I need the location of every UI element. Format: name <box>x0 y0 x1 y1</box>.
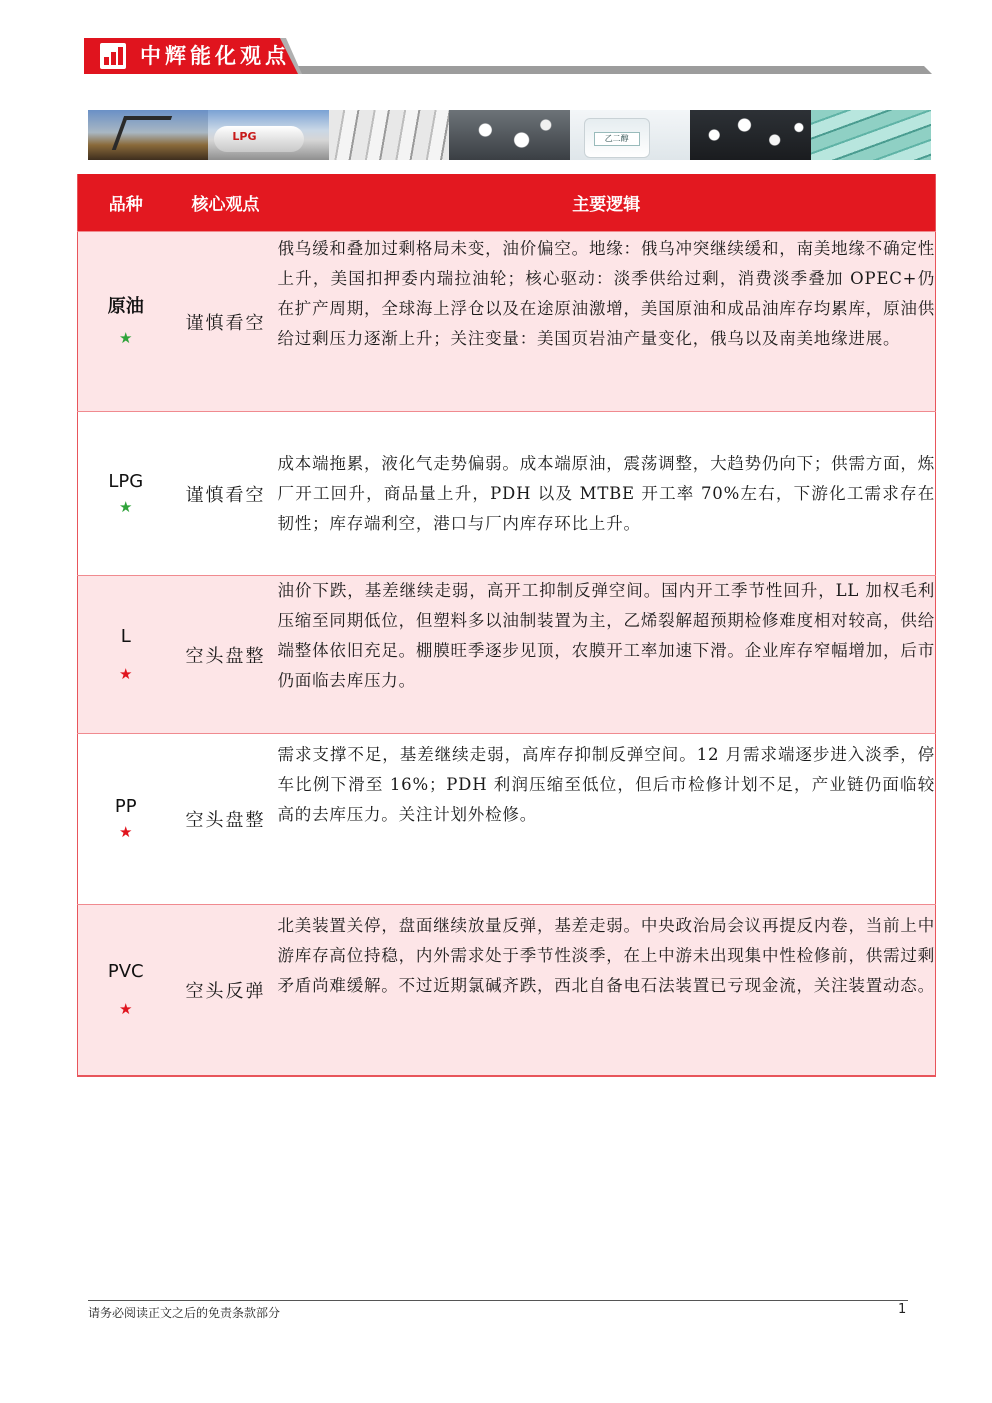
header-logic: 主要逻辑 <box>278 174 936 232</box>
star-icon: ★ <box>119 328 133 347</box>
product-cell <box>78 232 174 412</box>
pp-pellets-image <box>690 110 810 160</box>
ethylene-glycol-jar-image <box>570 110 690 160</box>
bar-chart-icon <box>100 43 126 69</box>
main-logic: 需求支撑不足，基差继续走弱，高库存抑制反弹空间。12 月需求端逐步进入淡季，停车比例下滑至 16%；PDH 利润压缩至低位，但后市检修计划不足，产业链仍面临较高的去库压力。关注计划外检修。 <box>278 734 936 905</box>
table-row <box>78 905 936 1076</box>
main-logic: 北美装置关停，盘面继续放量反弹，基差走弱。中央政治局会议再提反内卷，当前上中游库存高位持稳，内外需求处于季节性淡季，在上中游未出现集中性检修前，供需过剩矛盾尚难缓解。不过近期氯碱齐跌，西北自备电石法装置已亏现金流，关注装置动态。 <box>278 905 936 1076</box>
star-icon: ★ <box>119 999 133 1018</box>
main-logic: 成本端拖累，液化气走势偏弱。成本端原油，震荡调整，大趋势仍向下；供需方面，炼厂开工回升，商品量上升，PDH 以及 MTBE 开工率 70%左右，下游化工需求存在韧性；库存端利空，港口与厂内库存环比上升。 <box>278 412 936 576</box>
product-name: L <box>120 625 131 647</box>
image-strip <box>88 110 931 160</box>
table-row <box>78 412 936 576</box>
footer-disclaimer: 请务必阅读正文之后的免责条款部分 <box>88 1306 281 1320</box>
header-product: 品种 <box>78 174 174 232</box>
product-name: 原油 <box>107 295 144 317</box>
page-number: 1 <box>898 1302 907 1317</box>
header-rule <box>284 66 932 74</box>
table-row <box>78 734 936 905</box>
main-logic: 油价下跌，基差继续走弱，高开工抑制反弹空间。国内开工季节性回升，LL 加权毛利压缩至同期低位，但塑料多以油制装置为主，乙烯裂解超预期检修难度相对较高，供给端整体依旧充足。棚膜旺季逐步见顶，农膜开工率加速下滑。企业库存窄幅增加，后市仍面临去库压力。 <box>278 576 936 734</box>
product-name: PVC <box>107 960 144 982</box>
table-row <box>78 576 936 734</box>
star-icon: ★ <box>119 664 133 683</box>
pvc-pipes-image <box>329 110 449 160</box>
footer-rule <box>88 1300 908 1301</box>
main-logic: 俄乌缓和叠加过剩格局未变，油价偏空。地缘：俄乌冲突继续缓和，南美地缘不确定性上升，美国扣押委内瑞拉油轮；核心驱动：淡季供给过剩，消费淡季叠加 OPEC+仍在扩产周期，全球海上浮仓以及在途原油激增，美国原油和成品油库存均累库，原油供给过剩压力逐渐上升；关注变量：美国页岩油产量变化，俄乌以及南美地缘进展。 <box>278 232 936 412</box>
product-cell <box>78 412 174 576</box>
jar-label: 乙二醇 <box>594 132 640 146</box>
oil-pump-image <box>88 110 208 160</box>
glass-sheets-image <box>811 110 931 160</box>
lpg-tank-label: LPG <box>232 130 257 143</box>
lpg-tank-image <box>208 110 328 160</box>
star-icon: ★ <box>119 497 133 516</box>
product-name: LPG <box>108 470 144 492</box>
product-name: PP <box>114 796 137 817</box>
product-cell <box>78 734 174 905</box>
star-icon: ★ <box>119 823 133 841</box>
plastic-pellets-image <box>449 110 569 160</box>
header-title: 中辉能化观点 <box>140 44 290 68</box>
core-view: 谨慎看空 <box>174 412 278 576</box>
views-table <box>77 174 936 1077</box>
core-view: 谨慎看空 <box>174 232 278 412</box>
report-header <box>84 38 932 74</box>
table-header-row <box>78 174 936 232</box>
core-view: 空头盘整 <box>174 734 278 905</box>
core-view: 空头反弹 <box>174 905 278 1076</box>
product-cell <box>78 905 174 1076</box>
table-row <box>78 232 936 412</box>
product-cell <box>78 576 174 734</box>
header-view: 核心观点 <box>174 174 278 232</box>
core-view: 空头盘整 <box>174 576 278 734</box>
